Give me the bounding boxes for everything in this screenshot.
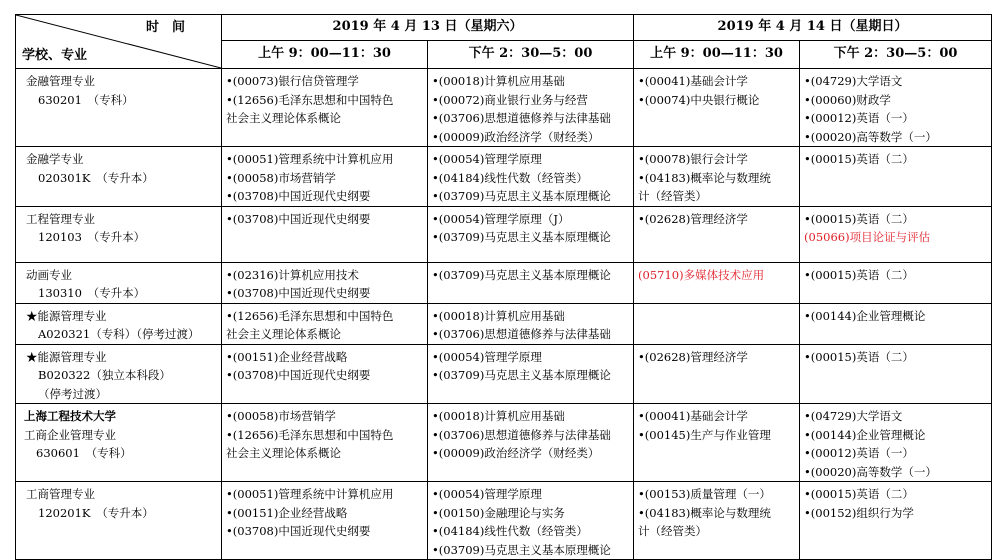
course-item: •(00144)企业管理概论 [804,427,926,442]
course-item: •(02316)计算机应用技术 [226,267,359,282]
major-name: 动画专业 [26,267,72,282]
course-item: •(00054)管理学原理 [432,349,542,364]
course-item: •(00018)计算机应用基础 [432,74,565,88]
corner-header [16,15,222,69]
exam-cell-c1 [222,147,428,207]
course-item: •(00153)质量管理（一） [638,487,771,501]
course-item: •(00072)商业银行业务与经营 [432,92,588,107]
course-item: •(00015)英语（二） [804,152,914,166]
course-item: •(00009)政治经济学（财经类） [432,446,600,460]
course-item: •(03708)中国近现代史纲要 [226,368,371,382]
course-item: •(03708)中国近现代史纲要 [226,286,371,300]
school-name: 上海工程技术大学 [24,409,116,423]
exam-cell-c2 [428,147,634,207]
table-row [16,206,992,262]
day2-am-header: 上午 9：00—11：30 [634,41,800,69]
major-code: 120201K （专升本） [38,505,154,520]
exam-cell-c2 [428,303,634,344]
course-item: •(03708)中国近现代史纲要 [226,189,371,203]
course-item: •(00041)基础会计学 [638,409,748,423]
course-item: •(03706)思想道德修养与法律基础 [432,111,611,125]
exam-cell-c4 [800,303,992,344]
course-item: •(00060)财政学 [804,92,891,107]
exam-cell-c3 [634,262,800,303]
course-item: •(00144)企业管理概论 [804,308,926,323]
major-cell [16,147,222,207]
exam-cell-c2 [428,206,634,262]
exam-cell-c3 [634,303,800,344]
course-item: •(00051)管理系统中计算机应用 [226,487,394,501]
course-item: 社会主义理论体系概论 [226,446,341,460]
exam-cell-c1 [222,206,428,262]
course-item: •(00012)英语（一） [804,446,914,460]
exam-schedule-table [15,14,992,560]
exam-cell-c3 [634,69,800,147]
course-item: •(00018)计算机应用基础 [432,409,565,423]
course-item: •(00150)金融理论与实务 [432,505,565,520]
course-item: •(00058)市场营销学 [226,409,336,423]
course-item: •(02628)管理经济学 [638,211,748,226]
course-item: •(03709)马克思主义基本原理概论 [432,230,611,244]
course-item: •(03706)思想道德修养与法律基础 [432,427,611,442]
course-item: •(00020)高等数学（一） [804,129,937,144]
major-name: 工商企业管理专业 [24,427,116,442]
major-cell [16,404,222,482]
course-item: •(04183)概率论与数理统 [638,505,771,520]
course-item: •(00078)银行会计学 [638,152,748,166]
exam-cell-c2 [428,262,634,303]
major-cell [16,262,222,303]
exam-cell-c1 [222,262,428,303]
course-item-highlight: (05710)多媒体技术应用 [638,267,765,282]
day1-header: 2019 年 4 月 13 日（星期六） [222,15,634,41]
major-name: ★能源管理专业 [26,349,107,364]
course-item: •(03709)马克思主义基本原理概论 [432,368,611,382]
course-item: •(03709)马克思主义基本原理概论 [432,542,611,557]
course-item: •(03709)马克思主义基本原理概论 [432,189,611,203]
course-item: •(00058)市场营销学 [226,170,336,185]
course-item: •(03708)中国近现代史纲要 [226,524,371,538]
exam-cell-c1 [222,344,428,404]
course-item: •(00073)银行信贷管理学 [226,74,359,88]
course-item: •(00051)管理系统中计算机应用 [226,152,394,166]
course-item: •(03709)马克思主义基本原理概论 [432,267,611,282]
course-item: •(00015)英语（二） [804,487,914,501]
exam-cell-c3 [634,206,800,262]
table-row [16,344,992,404]
exam-cell-c1 [222,69,428,147]
major-name: 工商管理专业 [26,487,95,501]
major-cell [16,206,222,262]
day1-am-header: 上午 9：00—11：30 [222,41,428,69]
course-item: •(04184)线性代数（经管类） [432,170,588,185]
exam-cell-c1 [222,404,428,482]
course-item: •(04184)线性代数（经管类） [432,524,588,538]
table-row [16,69,992,147]
course-item: •(00054)管理学原理 [432,487,542,501]
course-item: •(00015)英语（二） [804,349,914,364]
course-item: •(00145)生产与作业管理 [638,427,771,442]
exam-cell-c4 [800,344,992,404]
course-item: •(03706)思想道德修养与法律基础 [432,327,611,341]
exam-cell-c3 [634,344,800,404]
major-code: （停考过渡） [38,386,107,401]
major-code: B020322（独立本科段） [38,368,171,382]
exam-cell-c4 [800,206,992,262]
exam-cell-c2 [428,344,634,404]
major-cell [16,303,222,344]
course-item: 社会主义理论体系概论 [226,327,341,341]
major-code: 630601 （专科） [36,446,132,460]
course-item: •(03708)中国近现代史纲要 [226,211,371,226]
course-item: •(04729)大学语文 [804,409,903,423]
course-item: •(00151)企业经营战略 [226,349,348,364]
exam-cell-c2 [428,69,634,147]
major-cell [16,69,222,147]
course-item: •(00041)基础会计学 [638,74,748,88]
course-item-highlight: (05066)项目论证与评估 [804,230,931,244]
major-code: A020321（专科）（停考过渡） [38,327,200,341]
table-row [16,404,992,482]
course-item: •(00074)中央银行概论 [638,92,760,107]
course-item: •(00020)高等数学（一） [804,464,937,479]
school-major-label: 学校、专业 [22,47,88,63]
course-item: •(00015)英语（二） [804,211,914,226]
major-name: ★能源管理专业 [26,308,107,323]
course-item: •(00054)管理学原理 [432,152,542,166]
exam-cell-c4 [800,404,992,482]
major-code: 130310 （专升本） [38,286,146,300]
exam-cell-c4 [800,69,992,147]
major-name: 金融管理专业 [26,74,95,88]
day1-pm-header: 下午 2：30—5：00 [428,41,634,69]
major-cell [16,344,222,404]
day2-header: 2019 年 4 月 14 日（星期日） [634,15,992,41]
course-item: •(00015)英语（二） [804,267,914,282]
course-item: •(12656)毛泽东思想和中国特色 [226,427,394,442]
day2-pm-header: 下午 2：30—5：00 [800,41,992,69]
course-item: •(00054)管理学原理（J） [432,211,570,226]
major-name: 工程管理专业 [26,211,95,226]
course-item: •(00152)组织行为学 [804,505,914,520]
exam-cell-c2 [428,404,634,482]
course-item: •(04729)大学语文 [804,74,903,88]
table-row [16,303,992,344]
major-code: 120103 （专升本） [38,230,146,244]
exam-cell-c4 [800,147,992,207]
exam-cell-c3 [634,404,800,482]
course-item: •(00012)英语（一） [804,111,914,125]
course-item: •(12656)毛泽东思想和中国特色 [226,308,394,323]
time-label: 时 间 [145,20,185,35]
course-item: 计（经管类） [638,189,708,203]
course-item: •(00009)政治经济学（财经类） [432,129,600,144]
major-code: 020301K （专升本） [38,170,154,185]
major-code: 630201 （专科） [38,92,134,107]
course-item: •(12656)毛泽东思想和中国特色 [226,92,394,107]
exam-cell-c1 [222,303,428,344]
course-item: •(00151)企业经营战略 [226,505,348,520]
major-name: 金融学专业 [26,152,84,166]
exam-cell-c3 [634,147,800,207]
course-item: 计（经管类） [638,524,708,538]
exam-cell-c4 [800,262,992,303]
table-row [16,147,992,207]
course-item: 社会主义理论体系概论 [226,111,341,125]
course-item: •(02628)管理经济学 [638,349,748,364]
table-row [16,262,992,303]
course-item: •(04183)概率论与数理统 [638,170,771,185]
course-item: •(00018)计算机应用基础 [432,308,565,323]
